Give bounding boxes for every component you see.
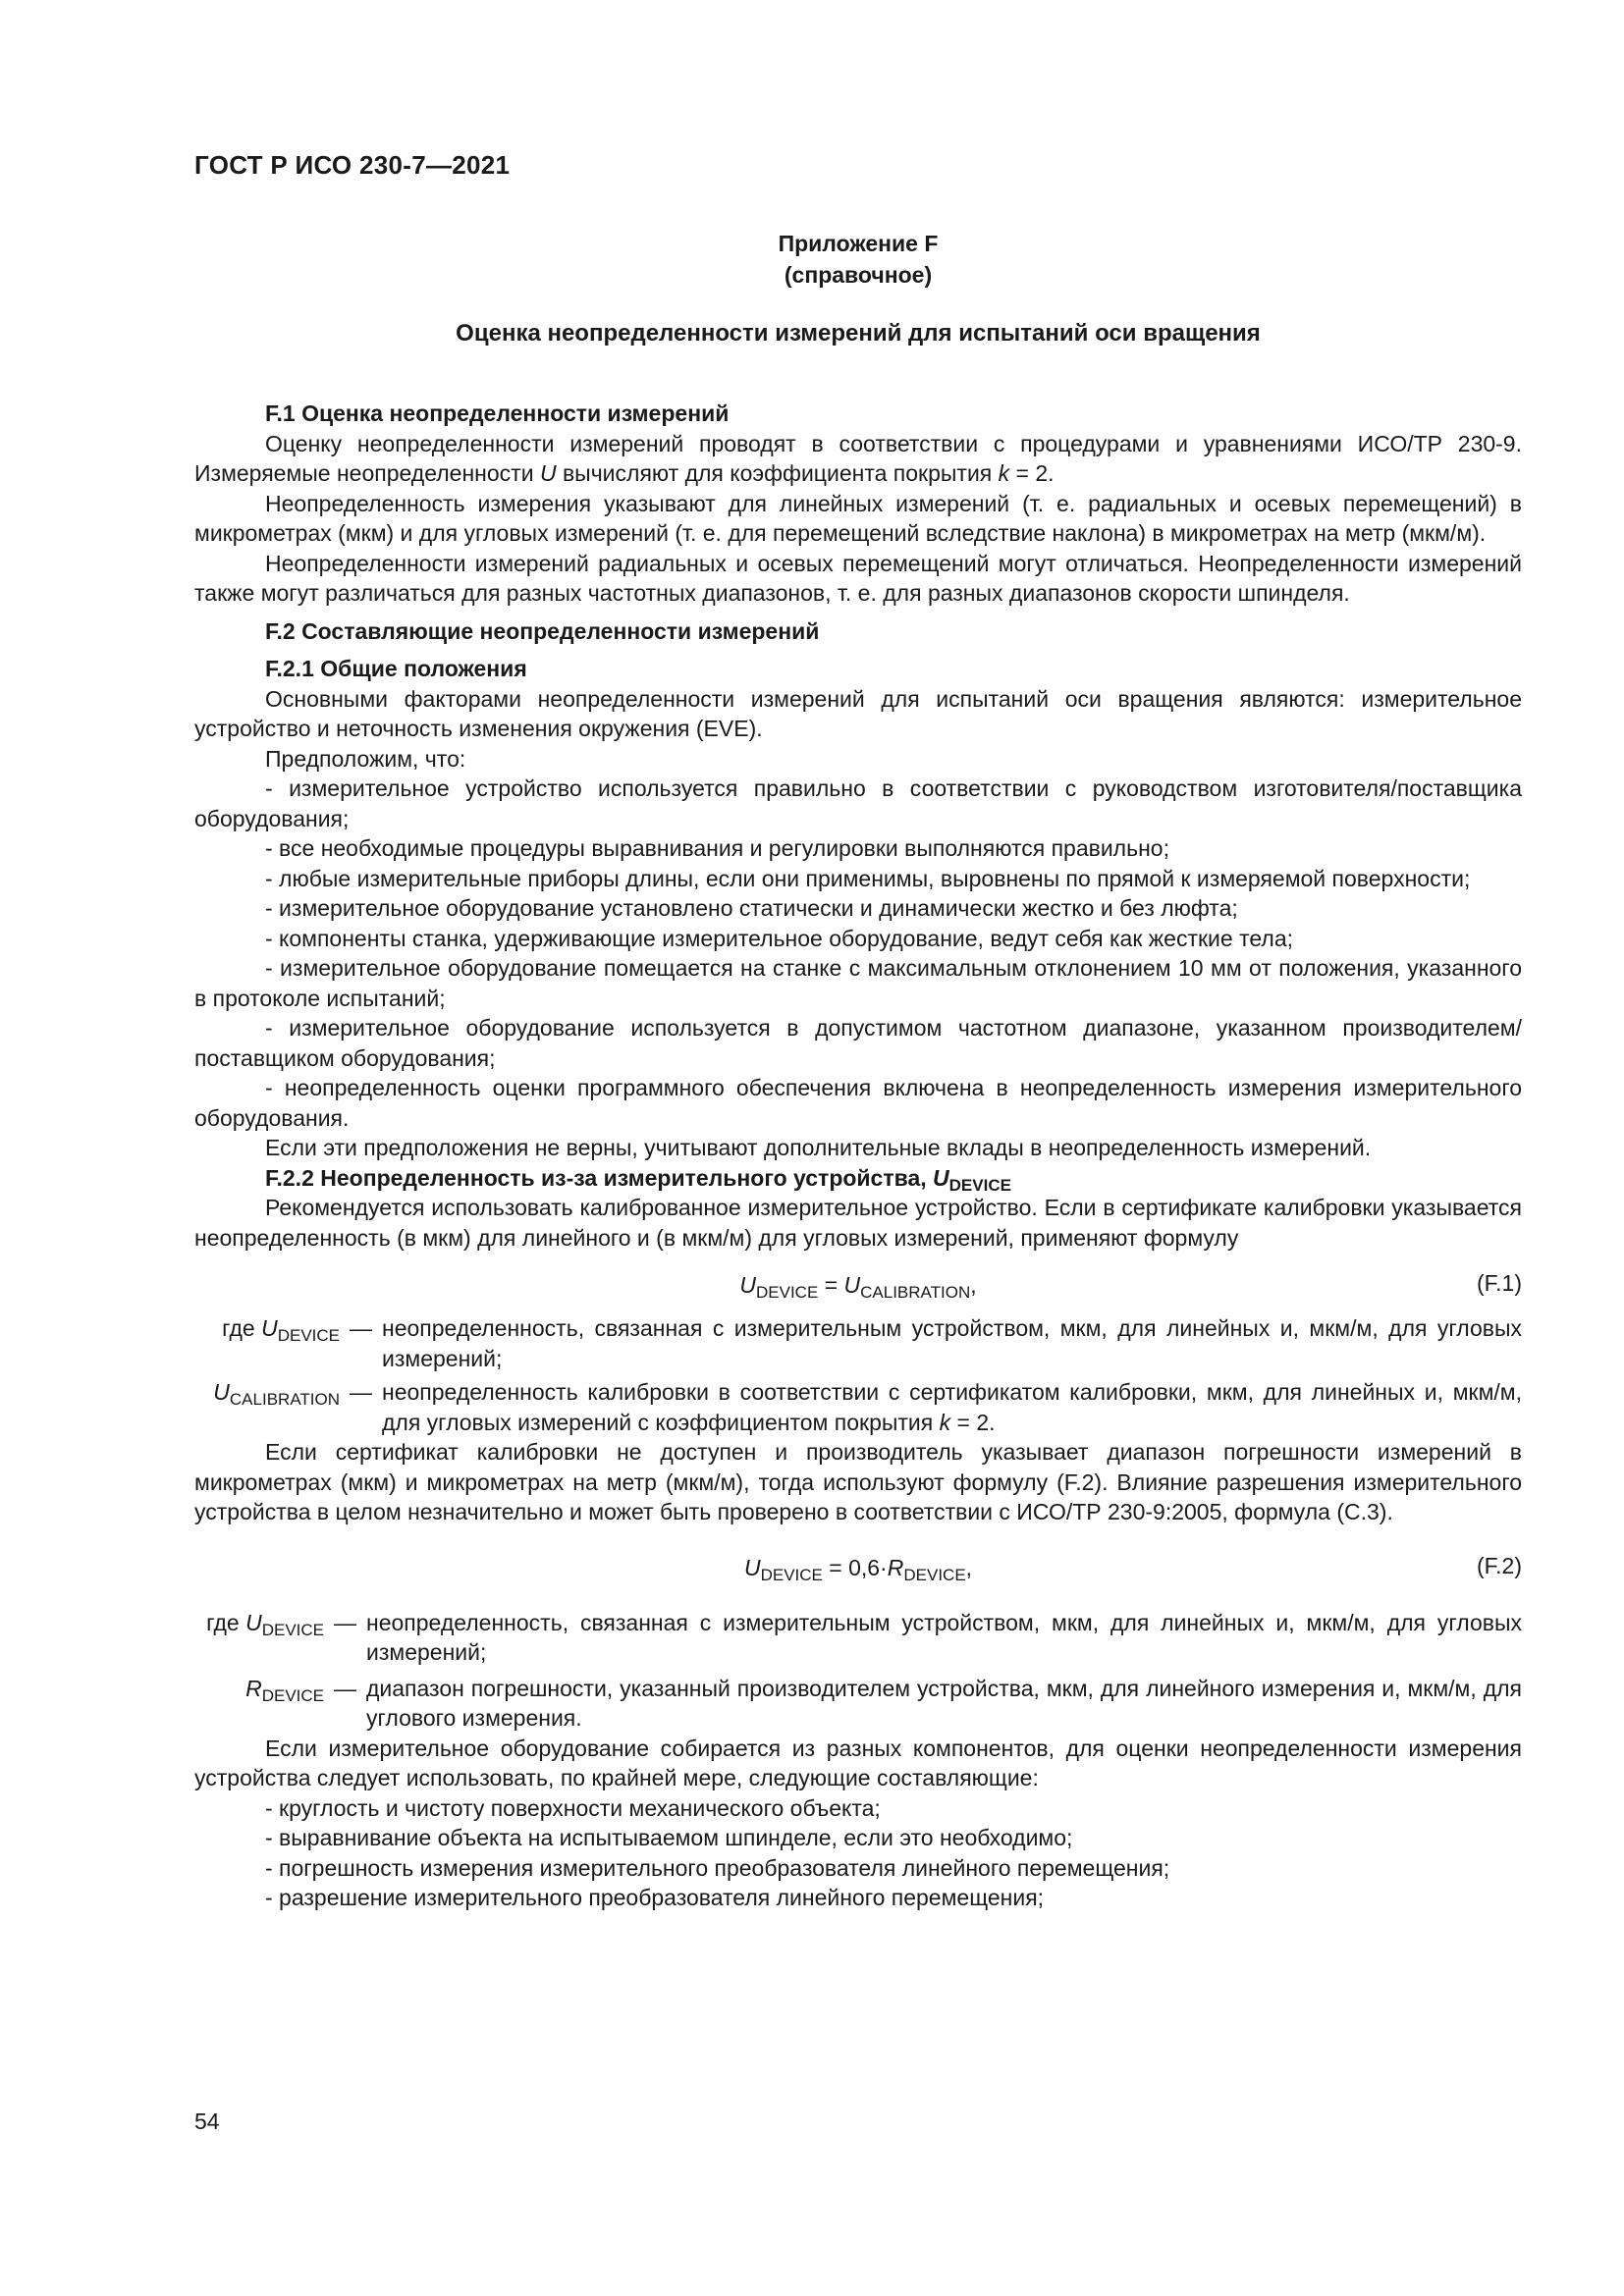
- formula-number: (F.1): [1477, 1270, 1522, 1296]
- paragraph: Если эти предположения не верны, учитывают дополнительные вклады в неопределенность измерений.: [265, 1135, 1372, 1160]
- list-item: - измерительное оборудование установлено статически и динамически жестко и без люфта;: [265, 895, 1238, 921]
- where-item: $R_{DEVICE}$ — диапазон погрешности, указанный производителем устройства, мкм, для линейного измерения и, мкм/м, для углового измерения.: [245, 1675, 1522, 1731]
- list-item: - разрешение измерительного преобразователя линейного перемещения;: [265, 1885, 1045, 1910]
- list-item: - все необходимые процедуры выравнивания и регулировки выполняются правильно;: [265, 835, 1169, 861]
- document-body: [194, 399, 1522, 1913]
- list-item: - компоненты станка, удерживающие измерительное оборудование, ведут себя как жесткие тела;: [265, 925, 1293, 951]
- section-heading-f2: F.2 Составляющие неопределенности измерений: [265, 617, 820, 644]
- paragraph: Если измерительное оборудование собирается из разных компонентов, для оценки неопределенности измерения устройства следует использовать, по крайней мере, следующие составляющие:: [194, 1735, 1522, 1790]
- where-item: где $U_{DEVICE}$ — неопределенность, связанная с измерительным устройством, мкм, для линейных и, мкм/м, для угловых измерений;: [206, 1609, 1522, 1665]
- annex-label: Приложение F: [778, 231, 939, 256]
- paragraph: Если сертификат калибровки не доступен и производитель указывает диапазон погрешности измерений в микрометрах (мкм) и микрометрах на метр (мкм/м), тогда используют формулу (F.2). Влияние разрешения измерительного устройства в целом незначительно и может быть проверено в соответствии с ИСО/ТР 230-9:2005, формула (C.3).: [194, 1439, 1522, 1524]
- list-item: - измерительное устройство используется правильно в соответствии с руководством изготовителя/поставщика оборудования;: [194, 775, 1522, 831]
- paragraph: Предположим, что:: [265, 745, 466, 772]
- list-item: - неопределенность оценки программного обеспечения включена в неопределенность измерения измерительного оборудования.: [194, 1075, 1522, 1131]
- list-item: - измерительное оборудование помещается на станке с максимальным отклонением 10 мм от положения, указанного в протоколе испытаний;: [194, 955, 1522, 1011]
- subsection-heading-f21: F.2.1 Общие положения: [265, 656, 527, 681]
- annex-title: Оценка неопределенности измерений для испытаний оси вращения: [456, 320, 1261, 347]
- where-item: $U_{CALIBRATION}$ — неопределенность калибровки в соответствии с сертификатом калибровки, мкм, для линейных и, мкм/м, для угловых измерений с коэффициентом покрытия k = 2.: [213, 1379, 1522, 1435]
- paragraph: Неопределенности измерений радиальных и осевых перемещений могут отличаться. Неопределенности измерений также могут различаться для разных частотных диапазонов, т. е. для разных диапазонов скорости шпинделя.: [194, 550, 1522, 606]
- annex-type: (справочное): [784, 262, 933, 288]
- assumption-list: [194, 774, 1522, 1133]
- paragraph: Оценку неопределенности измерений проводят в соответствии с процедурами и уравнениями ИСО/ТР 230-9. Измеряемые неопределенности U вычисляют для коэффициента покрытия k = 2.: [194, 430, 1522, 486]
- list-item: - выравнивание объекта на испытываемом шпинделе, если это необходимо;: [265, 1825, 1073, 1850]
- list-item: - погрешность измерения измерительного преобразователя линейного перемещения;: [265, 1854, 1170, 1881]
- annex-heading: [194, 228, 1522, 291]
- list-item: - измерительное оборудование используется в допустимом частотном диапазоне, указанном производителем/поставщиком оборудования;: [194, 1015, 1522, 1071]
- component-list: [194, 1793, 1522, 1913]
- formula-f2: $U_{DEVICE} = 0,6\cdot R_{DEVICE}$, (F.2): [743, 1552, 1522, 1584]
- paragraph: Рекомендуется использовать калиброванное измерительное устройство. Если в сертификате калибровки указывается неопределенность (в мкм) для линейного и (в мкм/м) для угловых измерений, применяют формулу: [194, 1195, 1522, 1251]
- page-number: 54: [194, 2109, 220, 2134]
- subsection-heading-f22: F.2.2 Неопределенность из-за измерительного устройства, $U_{DEVICE}$: [265, 1164, 1011, 1195]
- formula-f1: $U_{DEVICE} = U_{CALIBRATION}$, (F.1): [739, 1270, 1522, 1302]
- standard-header: ГОСТ Р ИСО 230-7—2021: [194, 150, 511, 180]
- list-item: - круглость и чистоту поверхности механического объекта;: [265, 1794, 881, 1821]
- paragraph: Неопределенность измерения указывают для линейных измерений (т. е. радиальных и осевых перемещений) в микрометрах (мкм) и для угловых измерений (т. е. для перемещений вследствие наклона) в микрометрах на метр (мкм/м).: [194, 490, 1522, 546]
- list-item: - любые измерительные приборы длины, если они применимы, выровнены по прямой к измеряемой поверхности;: [265, 865, 1471, 891]
- section-heading-f1: F.1 Оценка неопределенности измерений: [265, 400, 730, 426]
- paragraph: Основными факторами неопределенности измерений для испытаний оси вращения являются: измерительное устройство и неточность изменения окружения (EVE).: [194, 685, 1522, 741]
- formula-number: (F.2): [1477, 1552, 1522, 1578]
- where-item: где $U_{DEVICE}$ — неопределенность, связанная с измерительным устройством, мкм, для линейных и, мкм/м, для угловых измерений;: [222, 1315, 1522, 1371]
